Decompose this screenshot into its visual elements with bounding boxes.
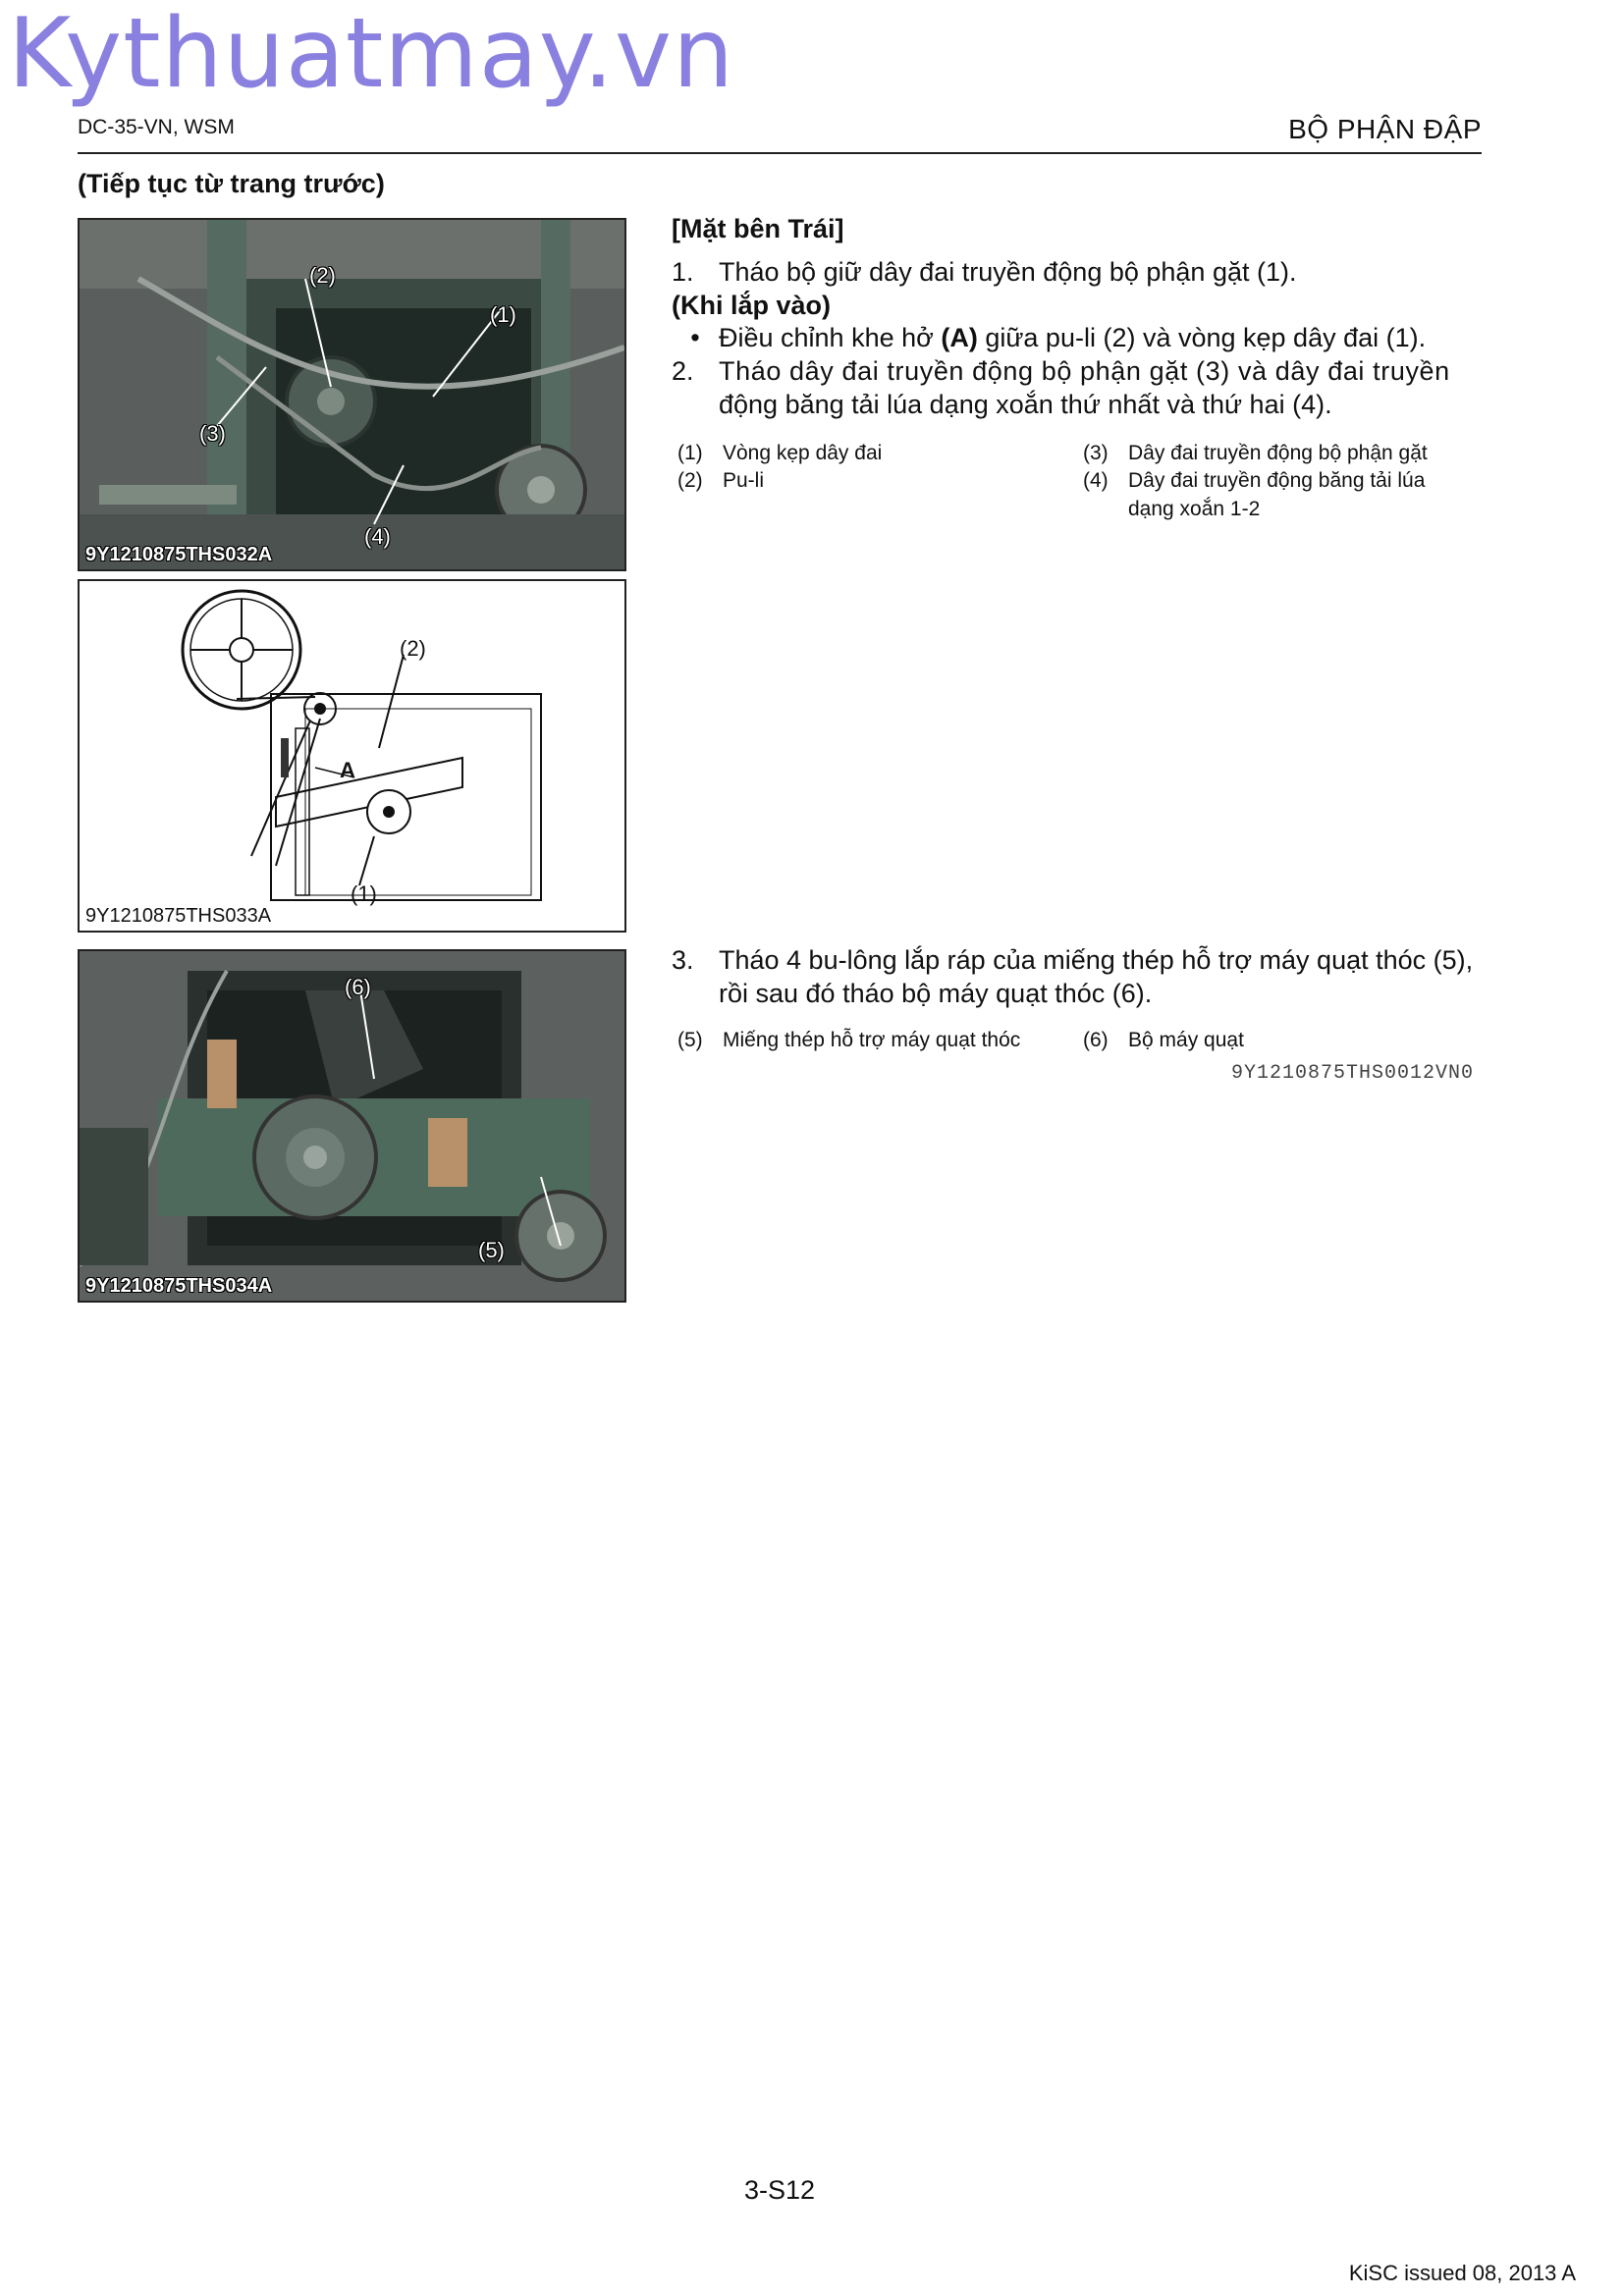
legend-item xyxy=(1083,466,1425,523)
install-bullet xyxy=(672,321,1487,354)
step-text-line1: Tháo dây đai truyền động bộ phận gặt (3) và dây đai truyền xyxy=(719,356,1450,386)
step-number: 1. xyxy=(672,257,694,287)
legend-text-cont: dạng xoắn 1-2 xyxy=(1128,498,1261,520)
callout-5: (5) xyxy=(478,1238,505,1262)
step-number: 3. xyxy=(672,945,694,975)
legend-text: Miếng thép hỗ trợ máy quạt thóc xyxy=(723,1029,1021,1051)
legend-item xyxy=(1083,439,1428,467)
footer-issue: KiSC issued 08, 2013 A xyxy=(1348,2261,1576,2285)
legend-item xyxy=(1083,1026,1244,1054)
callout-2: (2) xyxy=(400,636,426,661)
legend-key: (6) xyxy=(1083,1029,1109,1051)
section-heading: [Mặt bên Trái] xyxy=(672,214,844,243)
document-code: 9Y1210875THS0012VN0 xyxy=(1230,1062,1474,1085)
bullet-gap-label: (A) xyxy=(941,323,978,352)
callout-1: (1) xyxy=(490,302,516,327)
page-number: 3-S12 xyxy=(744,2175,816,2205)
bullet-text-pre: Điều chỉnh khe hở xyxy=(719,323,942,352)
bullet-text-post: giữa pu-li (2) và vòng kẹp dây đai (1). xyxy=(977,323,1427,352)
legend-key: (5) xyxy=(677,1029,703,1051)
legend-key: (3) xyxy=(1083,442,1109,464)
legend-text: Dây đai truyền động băng tải lúa xyxy=(1128,469,1426,492)
callout-4: (4) xyxy=(364,524,391,549)
legend-text: Pu-li xyxy=(723,469,765,492)
header-rule xyxy=(78,152,1482,154)
figure-photo-belt xyxy=(78,218,626,571)
figure-drawing-gap xyxy=(78,579,626,933)
step-1 xyxy=(672,255,1487,289)
legend-text: Dây đai truyền động bộ phận gặt xyxy=(1128,442,1428,464)
callout-gap-a: A xyxy=(340,758,355,782)
figure-code: 9Y1210875THS033A xyxy=(85,905,272,927)
step-2 xyxy=(672,354,1487,388)
continued-note: (Tiếp tục từ trang trước) xyxy=(78,169,385,198)
figure-code: 9Y1210875THS034A xyxy=(85,1275,273,1297)
figure-photo-fan xyxy=(78,949,626,1303)
callout-6: (6) xyxy=(345,975,371,999)
step-number: 2. xyxy=(672,356,694,386)
callout-1: (1) xyxy=(351,881,377,906)
watermark-logo: Kythuatmay.vn xyxy=(8,0,735,110)
header-model: DC-35-VN, WSM xyxy=(78,116,235,138)
step-text-line1: Tháo 4 bu-lông lắp ráp của miếng thép hỗ trợ máy quạt thóc (5), xyxy=(719,945,1474,975)
step-3 xyxy=(672,943,1496,977)
bullet-mark: • xyxy=(690,323,700,352)
step-3-cont: rồi sau đó tháo bộ máy quạt thóc (6). xyxy=(719,979,1153,1008)
legend-item xyxy=(677,439,882,467)
legend-key: (2) xyxy=(677,469,703,492)
step-text: Tháo bộ giữ dây đai truyền động bộ phận gặt (1). xyxy=(719,257,1297,287)
step-2-cont: động băng tải lúa dạng xoắn thứ nhất và thứ hai (4). xyxy=(719,390,1332,419)
callout-3: (3) xyxy=(199,421,226,446)
install-heading: (Khi lắp vào) xyxy=(672,291,832,320)
figure-code: 9Y1210875THS032A xyxy=(85,544,273,565)
legend-key: (1) xyxy=(677,442,703,464)
callout-2: (2) xyxy=(309,263,336,288)
legend-item xyxy=(677,466,764,495)
legend-text: Bộ máy quạt xyxy=(1128,1029,1244,1051)
legend-text: Vòng kẹp dây đai xyxy=(723,442,883,464)
legend-key: (4) xyxy=(1083,469,1109,492)
header-section-title: BỘ PHẬN ĐẬP xyxy=(1288,114,1482,144)
legend-item xyxy=(677,1026,1020,1054)
